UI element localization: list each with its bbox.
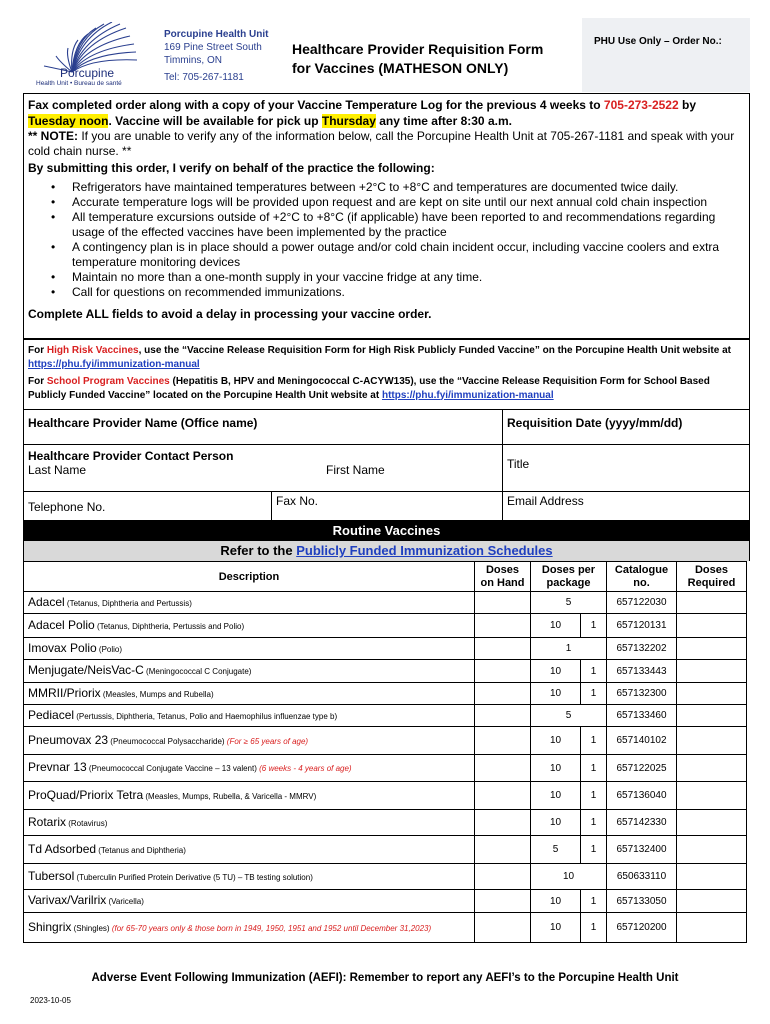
catalogue-number: 657132300 xyxy=(607,683,677,705)
catalogue-number: 650633110 xyxy=(607,864,677,890)
doses-required-input[interactable] xyxy=(677,614,747,638)
catalogue-number: 657120131 xyxy=(607,614,677,638)
school-program-note xyxy=(28,375,745,402)
doses-per-package-b: 1 xyxy=(581,727,607,755)
aefi-reminder: Adverse Event Following Immunization (AEFI): Remember to report any AEFI’s to the Porcupine Health Unit xyxy=(91,972,679,984)
catalogue-number: 657133050 xyxy=(607,890,677,913)
high-risk-note xyxy=(28,344,745,371)
col-description: Description xyxy=(24,562,475,592)
vaccine-name: Tubersol xyxy=(28,868,75,883)
doses-required-input[interactable] xyxy=(677,913,747,943)
vaccine-description xyxy=(24,683,475,705)
doses-per-package-b: 1 xyxy=(581,913,607,943)
doses-per-package-a: 10 xyxy=(531,913,581,943)
fax-field[interactable] xyxy=(271,491,503,521)
catalogue-number: 657122025 xyxy=(607,755,677,782)
vaccine-detail: (Shingles) xyxy=(71,923,112,933)
table-row xyxy=(24,683,747,705)
col-per-package: Doses per package xyxy=(531,562,607,592)
table-row xyxy=(24,755,747,782)
table-row xyxy=(24,727,747,755)
vaccine-name: Adacel Polio xyxy=(28,617,95,632)
doses-per-package-a: 10 xyxy=(531,614,581,638)
vaccine-detail: (Tuberculin Purified Protein Derivative (5 TU) – TB testing solution) xyxy=(74,872,313,882)
doses-per-package-a: 10 xyxy=(531,755,581,782)
vaccine-name: ProQuad/Priorix Tetra xyxy=(28,787,144,802)
schedule-reference xyxy=(23,541,750,561)
requisition-date-field[interactable] xyxy=(502,409,750,445)
table-row xyxy=(24,913,747,943)
note xyxy=(28,129,745,159)
doses-on-hand-input[interactable] xyxy=(475,782,531,810)
doses-on-hand-input[interactable] xyxy=(475,683,531,705)
telephone-field[interactable] xyxy=(23,491,272,521)
table-row xyxy=(24,660,747,683)
table-row xyxy=(24,592,747,614)
table-row xyxy=(24,864,747,890)
vaccine-detail: (Meningococcal C Conjugate) xyxy=(143,667,252,676)
org-address-1: 169 Pine Street South xyxy=(164,42,262,53)
phu-order-label: PHU Use Only – Order No.: xyxy=(594,36,722,47)
doses-per-package-b: 1 xyxy=(581,660,607,683)
vaccine-description xyxy=(24,614,475,638)
high-risk-label: High Risk Vaccines xyxy=(46,345,139,356)
fax-text-2: by xyxy=(678,98,696,112)
hr-for: For xyxy=(28,345,47,356)
catalogue-number: 657132400 xyxy=(607,836,677,864)
vaccine-detail: (Polio) xyxy=(96,644,123,654)
vaccine-description xyxy=(24,705,475,727)
org-name: Porcupine Health Unit xyxy=(164,29,269,40)
pickup-day: Thursday xyxy=(321,114,376,128)
col-required: Doses Required xyxy=(677,562,747,592)
pickup-time: any time after 8:30 a.m. xyxy=(375,114,512,128)
doses-per-package-b: 1 xyxy=(581,890,607,913)
doses-on-hand-input[interactable] xyxy=(475,890,531,913)
col-on-hand: Doses on Hand xyxy=(475,562,531,592)
fax-number: 705-273-2522 xyxy=(603,98,679,112)
logo xyxy=(34,22,144,90)
verify-list xyxy=(28,180,745,300)
fax-text-1: Fax completed order along with a copy of your Vaccine Temperature Log for the previous 4 weeks to xyxy=(28,98,604,112)
doses-per-package-a: 10 xyxy=(531,683,581,705)
high-risk-link[interactable]: https://phu.fyi/immunization-manual xyxy=(28,358,200,370)
vaccine-name: Shingrix xyxy=(28,919,72,934)
provider-name-label: Healthcare Provider Name (Office name) xyxy=(28,416,258,430)
doses-per-package-b: 1 xyxy=(581,782,607,810)
school-program-link[interactable]: https://phu.fyi/immunization-manual xyxy=(381,389,554,401)
sp-text: (Hepatitis B, HPV and Meningococcal C-ACYW135), use the “Vaccine Release Requisition Form for School Based Publicly Funded Vaccine” located on the Porcupine Health Unit website at xyxy=(28,376,710,401)
vaccine-age-note: (for 65-70 years only & those born in 1949, 1950, 1951 and 1952 until December 31,2023) xyxy=(111,923,432,933)
vaccine-detail: (Measles, Mumps and Rubella) xyxy=(100,689,214,699)
doses-required-input[interactable] xyxy=(677,660,747,683)
revision-date: 2023-10-05 xyxy=(30,996,71,1005)
doses-per-package-a: 10 xyxy=(531,660,581,683)
table-row xyxy=(24,890,747,913)
doses-on-hand-input[interactable] xyxy=(475,705,531,727)
vaccine-name: Imovax Polio xyxy=(28,640,97,655)
telephone-label: Telephone No. xyxy=(28,500,106,514)
doses-required-input[interactable] xyxy=(677,705,747,727)
special-forms-box xyxy=(23,339,750,410)
vaccine-description xyxy=(24,836,475,864)
routine-banner: Routine Vaccines xyxy=(23,521,750,541)
doses-per-package: 1 xyxy=(531,638,607,660)
vaccine-detail: (Tetanus, Diphtheria and Pertussis) xyxy=(64,598,192,608)
doses-on-hand-input[interactable] xyxy=(475,836,531,864)
catalogue-number: 657133443 xyxy=(607,660,677,683)
school-program-label: School Program Vaccines xyxy=(46,376,170,387)
instructions-box xyxy=(23,93,750,339)
doses-required-input[interactable] xyxy=(677,727,747,755)
doses-per-package-a: 5 xyxy=(531,836,581,864)
doses-required-input[interactable] xyxy=(677,782,747,810)
vaccine-age-note: (6 weeks - 4 years of age) xyxy=(259,764,352,773)
doses-required-input[interactable] xyxy=(677,836,747,864)
vaccine-name: Rotarix xyxy=(28,814,67,829)
hr-text: , use the “Vaccine Release Requisition Form for High Risk Publicly Funded Vaccine” on the Porcupine Health Unit website at xyxy=(138,345,731,356)
vaccine-detail: (Tetanus, Diphtheria, Pertussis and Polio) xyxy=(94,621,245,631)
table-row xyxy=(24,638,747,660)
doses-required-input[interactable] xyxy=(677,810,747,836)
logo-text: Porcupine xyxy=(60,66,115,80)
sp-for: For xyxy=(28,376,47,387)
catalogue-number: 657136040 xyxy=(607,782,677,810)
title-label: Title xyxy=(507,457,530,471)
vaccine-name: Menjugate/NeisVac-C xyxy=(28,663,144,677)
doses-per-package-b: 1 xyxy=(581,683,607,705)
vaccine-detail: (Pertussis, Diphtheria, Tetanus, Polio and Haemophilus influenzae type b) xyxy=(74,711,338,721)
catalogue-number: 657133460 xyxy=(607,705,677,727)
vaccine-name: Adacel xyxy=(28,594,65,609)
catalogue-number: 657140102 xyxy=(607,727,677,755)
doses-on-hand-input[interactable] xyxy=(475,727,531,755)
fax-label: Fax No. xyxy=(276,494,319,508)
doses-per-package-a: 10 xyxy=(531,727,581,755)
schedule-prefix: Refer to the xyxy=(220,543,297,558)
last-name-label: Last Name xyxy=(28,463,87,477)
doses-required-input[interactable] xyxy=(677,683,747,705)
doses-on-hand-input[interactable] xyxy=(475,660,531,683)
list-item: • Accurate temperature logs will be provided upon request and are kept on site until our next annual cold chain inspection xyxy=(72,195,745,210)
list-item: • All temperature excursions outside of +2°C to +8°C (if applicable) have been reported to and recommendations regarding usage of the effected vaccines have been implemented by the practice xyxy=(72,210,745,240)
requisition-date-label: Requisition Date (yyyy/mm/dd) xyxy=(507,416,683,430)
vaccine-description xyxy=(24,810,475,836)
table-row xyxy=(24,782,747,810)
vaccine-description xyxy=(24,864,475,890)
pickup-deadline: Tuesday noon xyxy=(28,114,109,128)
phu-order-box[interactable] xyxy=(582,18,750,92)
doses-on-hand-input[interactable] xyxy=(475,638,531,660)
note-label: ** NOTE: xyxy=(28,129,79,143)
vaccine-detail: (Tetanus and Diphtheria) xyxy=(96,845,186,855)
schedule-link[interactable]: Publicly Funded Immunization Schedules xyxy=(296,543,553,558)
doses-per-package-a: 10 xyxy=(531,890,581,913)
doses-on-hand-input[interactable] xyxy=(475,592,531,614)
vaccine-table xyxy=(23,561,747,943)
org-contact-block xyxy=(164,28,268,84)
doses-on-hand-input[interactable] xyxy=(475,614,531,638)
pickup-text: . Vaccine will be available for pick up xyxy=(108,114,322,128)
org-address-2: Timmins, ON xyxy=(164,55,222,66)
doses-required-input[interactable] xyxy=(677,592,747,614)
vaccine-detail: (Pneumococcal Conjugate Vaccine – 13 valent) xyxy=(86,764,260,773)
table-row xyxy=(24,614,747,638)
vaccine-name: Prevnar 13 xyxy=(28,760,87,774)
doses-per-package: 10 xyxy=(531,864,607,890)
table-row xyxy=(24,705,747,727)
vaccine-detail: (Rotavirus) xyxy=(66,818,108,828)
email-field[interactable] xyxy=(502,491,750,521)
doses-per-package-a: 10 xyxy=(531,810,581,836)
vaccine-name: Varivax/Varilrix xyxy=(28,893,107,907)
vaccine-age-note: (For ≥ 65 years of age) xyxy=(226,736,309,746)
catalogue-number: 657142330 xyxy=(607,810,677,836)
logo-subtext: Health Unit • Bureau de santé xyxy=(36,80,122,87)
doses-on-hand-input[interactable] xyxy=(475,755,531,782)
list-item: • Maintain no more than a one-month supply in your vaccine fridge at any time. xyxy=(72,270,745,285)
catalogue-number: 657132202 xyxy=(607,638,677,660)
complete-all-notice: Complete ALL fields to avoid a delay in processing your vaccine order. xyxy=(28,307,432,321)
catalogue-number: 657122030 xyxy=(607,592,677,614)
vaccine-name: Td Adsorbed xyxy=(28,841,97,856)
form-title xyxy=(292,40,543,78)
verify-heading: By submitting this order, I verify on behalf of the practice the following: xyxy=(28,161,435,175)
table-header-row xyxy=(24,562,747,592)
org-phone: Tel: 705-267-1181 xyxy=(164,72,244,83)
vaccine-name: Pediacel xyxy=(28,707,75,722)
vaccine-name: Pneumovax 23 xyxy=(28,732,109,747)
doses-per-package: 5 xyxy=(531,705,607,727)
doses-per-package: 5 xyxy=(531,592,607,614)
form-title-line1: Healthcare Provider Requisition Form xyxy=(292,41,544,57)
doses-required-input[interactable] xyxy=(677,864,747,890)
doses-on-hand-input[interactable] xyxy=(475,864,531,890)
list-item: • Call for questions on recommended immunizations. xyxy=(72,285,745,300)
doses-per-package-b: 1 xyxy=(581,755,607,782)
vaccine-description xyxy=(24,755,475,782)
provider-name-field[interactable] xyxy=(23,409,503,445)
vaccine-description xyxy=(24,638,475,660)
title-field[interactable] xyxy=(502,444,750,492)
list-item: • Refrigerators have maintained temperatures between +2°C to +8°C and temperatures are documented twice daily. xyxy=(72,180,745,195)
catalogue-number: 657120200 xyxy=(607,913,677,943)
email-label: Email Address xyxy=(507,494,584,508)
doses-on-hand-input[interactable] xyxy=(475,913,531,943)
vaccine-description xyxy=(24,727,475,755)
doses-per-package-a: 10 xyxy=(531,782,581,810)
list-item: • A contingency plan is in place should a power outage and/or cold chain incident occur, including vaccine coolers and extra temperature monitoring devices xyxy=(72,240,745,270)
vaccine-description xyxy=(24,782,475,810)
contact-person-field[interactable] xyxy=(23,444,503,492)
note-text: If you are unable to verify any of the information below, call the Porcupine Health Unit at 705-267-1181 and speak with your cold chain nurse. ** xyxy=(28,129,735,158)
table-row xyxy=(24,810,747,836)
vaccine-description xyxy=(24,660,475,683)
vaccine-description xyxy=(24,890,475,913)
vaccine-description xyxy=(24,592,475,614)
form-title-line2: for Vaccines (MATHESON ONLY) xyxy=(292,60,509,76)
doses-per-package-b: 1 xyxy=(581,836,607,864)
fax-instruction xyxy=(28,97,745,129)
col-catalogue: Catalogue no. xyxy=(607,562,677,592)
doses-required-input[interactable] xyxy=(677,755,747,782)
doses-on-hand-input[interactable] xyxy=(475,810,531,836)
doses-required-input[interactable] xyxy=(677,890,747,913)
doses-per-package-b: 1 xyxy=(581,810,607,836)
vaccine-name: MMRII/Priorix xyxy=(28,685,101,700)
vaccine-description xyxy=(24,913,475,943)
table-row xyxy=(24,836,747,864)
vaccine-detail: (Pneumococcal Polysaccharide) xyxy=(108,736,227,746)
vaccine-detail: (Varicella) xyxy=(106,897,144,906)
doses-required-input[interactable] xyxy=(677,638,747,660)
doses-per-package-b: 1 xyxy=(581,614,607,638)
first-name-label: First Name xyxy=(326,463,385,477)
contact-person-label: Healthcare Provider Contact Person xyxy=(28,449,234,463)
vaccine-detail: (Measles, Mumps, Rubella, & Varicella - MMRV) xyxy=(143,791,317,801)
